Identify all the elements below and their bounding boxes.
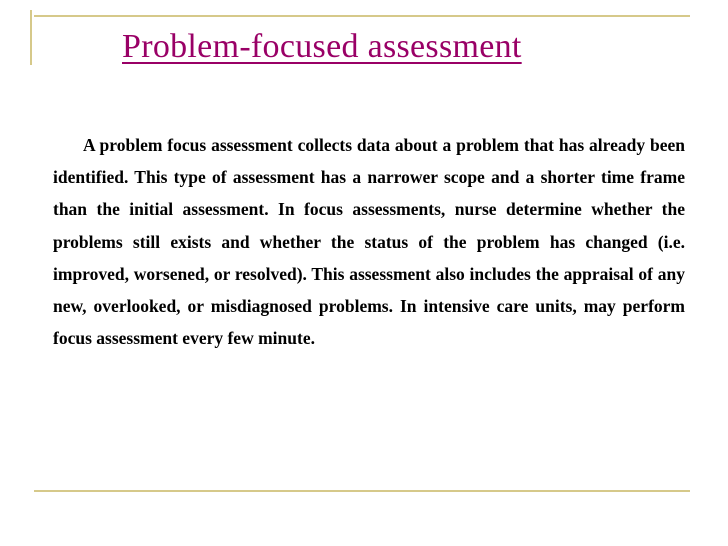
- slide-body-text: A problem focus assessment collects data about a problem that has already been identified. This type of assessment has a narrower scope and a shorter time frame than the initial assessment. In focus assessments, nurse determine whether the problems still exists and whether the status of the problem has changed (i.e. improved, worsened, or resolved). This assessment also includes the appraisal of any new, overlooked, or misdiagnosed problems. In intensive care units, may perform focus assessment every few minute.: [53, 135, 685, 349]
- frame-top-line: [34, 15, 690, 17]
- slide-title: Problem-focused assessment: [122, 28, 522, 65]
- frame-bottom-line: [34, 490, 690, 492]
- frame-left-line: [30, 10, 32, 65]
